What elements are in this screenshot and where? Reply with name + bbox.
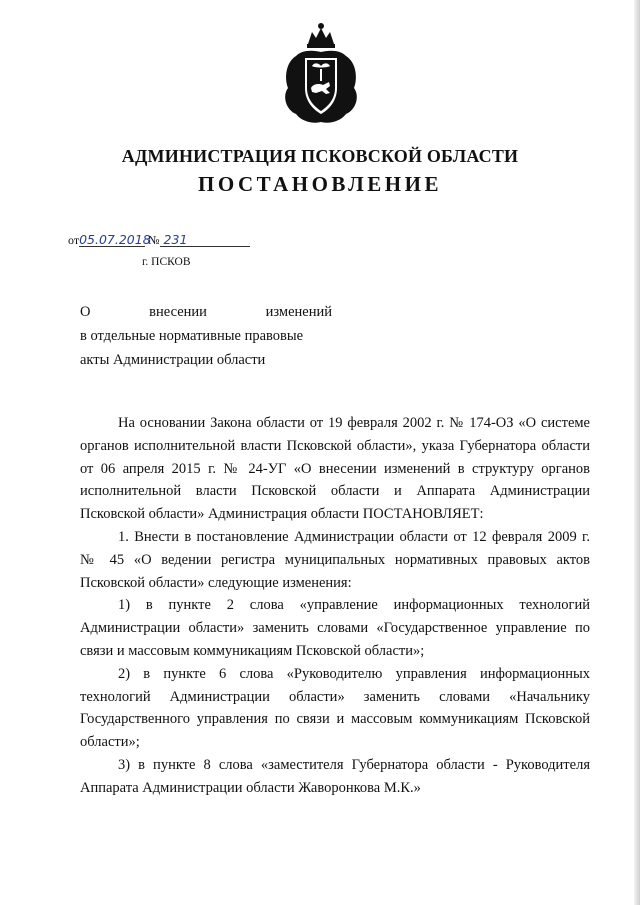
coat-of-arms-icon — [278, 22, 364, 126]
body-paragraph: На основании Закона области от 19 февраля 2002 г. № 174-ОЗ «О системе органов исполнительной власти Псковской области», указа Губернатора области от 06 апреля 2015 г. № 24-УГ «О внесении изменений в структуру органов исполнительной власти Псковской области и Аппарата Администрации Псковской области» Администрация области ПОСТАНОВЛЯЕТ: — [80, 415, 590, 523]
number-value: 231 — [160, 233, 250, 247]
body-paragraph: 1. Внести в постановление Администрации области от 12 февраля 2009 г. № 45 «О ведении регистра муниципальных нормативных правовых актов Псковской области» следующие изменения: — [80, 528, 590, 591]
body-paragraph: 2) в пункте 6 слова «Руководителю управления информационных технологий Администрации области» заменить словами «Начальнику Государственного управления по связи и массовым коммуникациям Псковской области»; — [80, 665, 590, 751]
document-subject — [80, 300, 332, 372]
date-value: 05.07.2018 — [79, 232, 151, 247]
document-type-title: ПОСТАНОВЛЕНИЕ — [198, 172, 442, 196]
organization-title: АДМИНИСТРАЦИЯ ПСКОВСКОЙ ОБЛАСТИ — [121, 146, 519, 166]
date-number-line — [68, 233, 250, 248]
body-paragraph: 1) в пункте 2 слова «управление информационных технологий Администрации области» заменить словами «Государственное управление по связи и массовым коммуникациям Псковской области»; — [80, 597, 590, 659]
subject-line-1: О внесении изменений — [80, 304, 332, 320]
scan-edge — [634, 0, 640, 905]
body-paragraph: 3) в пункте 8 слова «заместителя Губернатора области - Руководителя Аппарата Администрации области Жаворонкова М.К.» — [80, 756, 590, 796]
document-body — [80, 412, 590, 800]
subject-line-2: в отдельные нормативные правовые — [80, 328, 304, 344]
subject-line-3: акты Администрации области — [80, 352, 266, 368]
city-label: г. ПСКОВ — [142, 256, 191, 268]
number-prefix: № — [148, 233, 160, 247]
date-prefix: от — [68, 233, 80, 247]
